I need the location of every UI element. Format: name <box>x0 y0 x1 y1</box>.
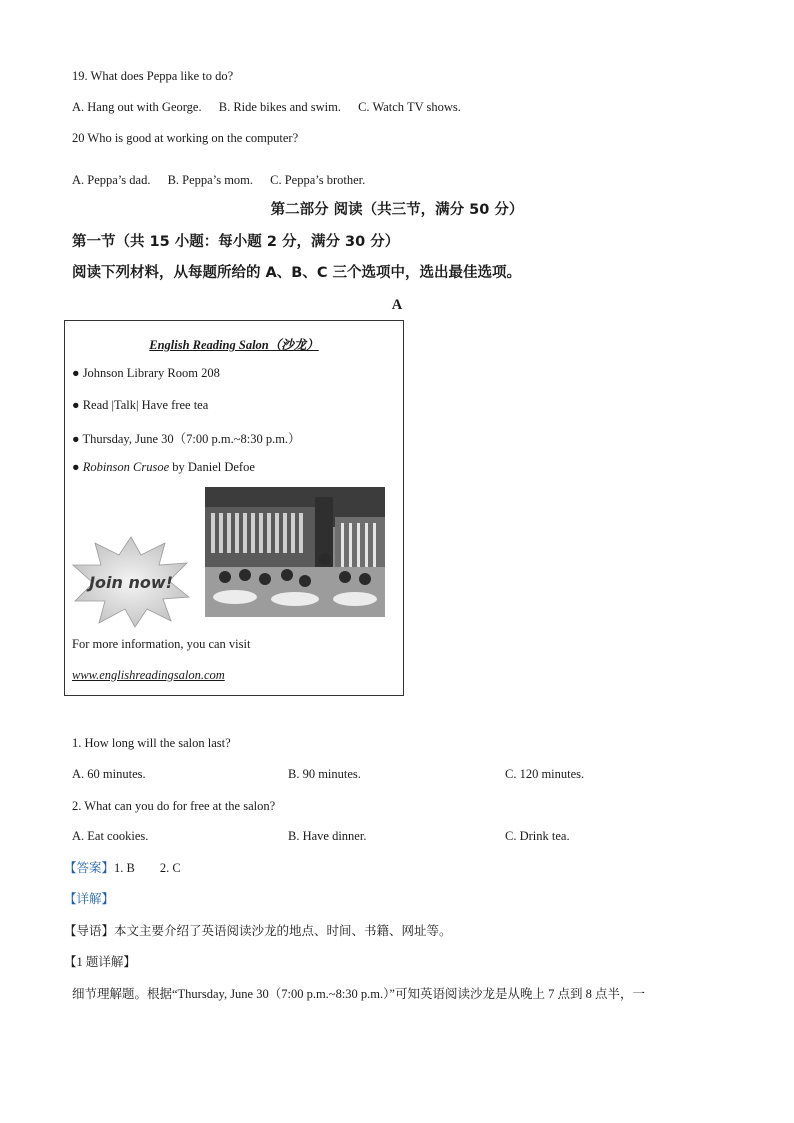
answer-tag: 【答案】 <box>64 861 115 875</box>
q1-option-c: C. 120 minutes. <box>505 767 585 781</box>
ad-website-link[interactable]: www.englishreadingsalon.com <box>72 668 225 682</box>
q2-question: 2. What can you do for free at the salon? <box>72 799 276 813</box>
q20-option-a: A. Peppa’s dad. <box>72 173 151 187</box>
detail-tag: 【详解】 <box>64 892 115 906</box>
ad-item-text: Johnson Library Room 208 <box>82 366 220 380</box>
intro-line <box>64 923 452 939</box>
instruction: 阅读下列材料，从每题所给的 A、B、C 三个选项中，选出最佳选项。 <box>72 265 522 281</box>
ad-item-location <box>72 366 220 381</box>
bullet-icon: ● <box>72 366 80 380</box>
q20-options <box>72 172 365 188</box>
bullet-icon: ● <box>72 432 80 446</box>
q20-option-b: B. Peppa’s mom. <box>167 173 254 187</box>
bullet-icon: ● <box>72 460 80 474</box>
book-title: Robinson Crusoe <box>82 460 170 474</box>
q19-question: 19. What does Peppa like to do? <box>72 69 234 83</box>
bullet-icon: ● <box>72 398 80 412</box>
q2-option-b: B. Have dinner. <box>288 829 367 843</box>
q1-detail-text: 细节理解题。根据“Thursday, June 30（7:00 p.m.~8:30 p.m.）”可知英语阅读沙龙是从晚上 7 点到 8 点半，一 <box>72 987 645 1001</box>
q19-options <box>72 99 461 115</box>
q20-option-c: C. Peppa’s brother. <box>270 173 366 187</box>
ad-item-activities <box>72 398 208 413</box>
library-photo <box>205 487 385 617</box>
q19-option-c: C. Watch TV shows. <box>358 100 461 114</box>
salon-ad <box>64 320 404 696</box>
subsection-title: 第一节（共 15 小题：每小题 2 分，满分 30 分） <box>72 234 400 250</box>
answer-line <box>64 860 181 876</box>
passage-label: A <box>391 297 403 313</box>
intro-text: 本文主要介绍了英语阅读沙龙的地点、时间、书籍、网址等。 <box>114 924 452 938</box>
ad-item-time <box>72 429 301 447</box>
ad-item-text: Thursday, June 30（7:00 p.m.~8:30 p.m.） <box>82 432 301 446</box>
q1-option-b: B. 90 minutes. <box>288 767 361 781</box>
q2-option-c: C. Drink tea. <box>505 829 570 843</box>
ad-item-text: Read |Talk| Have free tea <box>82 398 209 412</box>
book-author: by Daniel Defoe <box>169 460 255 474</box>
ad-item-book <box>72 460 255 475</box>
ad-info-text: For more information, you can visit <box>72 637 251 651</box>
q1-detail-tag: 【1 题详解】 <box>64 955 136 969</box>
q2-option-a: A. Eat cookies. <box>72 829 149 843</box>
q1-question: 1. How long will the salon last? <box>72 736 231 750</box>
q19-option-a: A. Hang out with George. <box>72 100 202 114</box>
answer-text: 1. B 2. C <box>114 861 181 875</box>
join-now-text: Join now! <box>89 573 173 592</box>
join-now-burst <box>71 533 191 629</box>
ad-title: English Reading Salon（沙龙） <box>149 338 319 352</box>
intro-tag: 【导语】 <box>64 924 115 938</box>
part-title: 第二部分 阅读（共三节，满分 50 分） <box>270 202 524 218</box>
q19-option-b: B. Ride bikes and swim. <box>218 100 341 114</box>
q1-option-a: A. 60 minutes. <box>72 767 146 781</box>
q20-question: 20 Who is good at working on the computer? <box>72 131 299 145</box>
